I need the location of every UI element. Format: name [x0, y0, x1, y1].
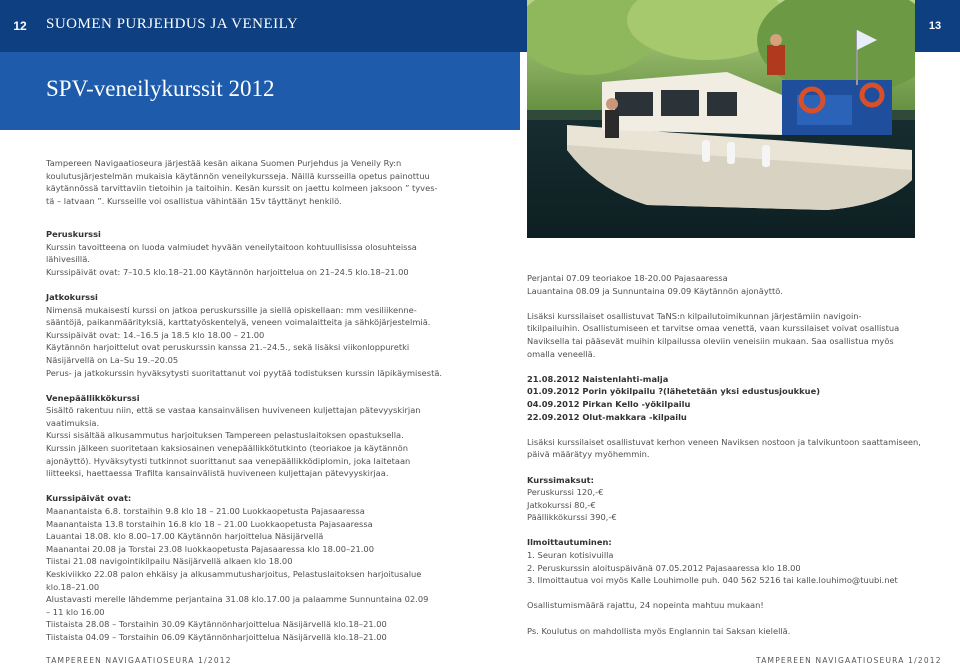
boat-photo	[527, 0, 915, 238]
peruskurssi-line: Kurssipäivät ovat: 7–10.5 klo.18–21.00 Käytännön harjoittelua on 21–24.5 klo.18–21.00	[46, 266, 409, 277]
intro-line: käytännössä tarvittaviin tietoihin ja taitoihin. Kesän kurssit on jaettu kolmeen jaksoon ” tyves-	[46, 183, 438, 194]
fee-line: Jatkokurssi 80,-€	[527, 499, 596, 510]
peruskurssi-line: Kurssin tavoitteena on luoda valmiudet hyvään veneilytaitoon kohtuullisissa olosuhteissa	[46, 241, 417, 252]
kurssipaivat-line: Maanantai 20.08 ja Torstai 23.08 luokkaopetusta Pajasaaressa klo 18.00–21.00	[46, 543, 374, 554]
kurssipaivat-line: – 11 klo 16.00	[46, 606, 105, 617]
left-column	[46, 157, 486, 644]
jatkokurssi-line: Näsijärvellä on La–Su 19.–20.05	[46, 354, 179, 365]
extra-line: omalla veneellä.	[527, 348, 596, 359]
signup-line: 3. Ilmoittautua voi myös Kalle Louhimolle puh. 040 562 5216 tai kalle.louhimo@tuubi.net	[527, 575, 898, 586]
kurssipaivat-line: Keskiviikko 22.08 palon ehkäisy ja alkusammutusharjoitus, Pelastuslaitoksen harjoitusalue	[46, 569, 422, 579]
boat-line: päivä määrätyy myöhemmin.	[527, 449, 650, 460]
page-number-right: 13	[928, 20, 942, 32]
intro-line: tä – latvaan ”. Kursseille voi osallistua vähintään 15v täyttänyt henkilö.	[46, 195, 342, 206]
footer-right: TAMPEREEN NAVIGAATIOSEURA 1/2012	[756, 656, 942, 665]
page-title: SPV-veneilykurssit 2012	[46, 76, 275, 101]
intro-line: Tampereen Navigaatioseura järjestää kesän aikana Suomen Purjehdus ja Veneily Ry:n	[46, 158, 402, 168]
extra-line: Naviksella tai pääsevät muihin kilpailussa oleviin veneisiin mukaan. Saa osallistua myös	[527, 335, 894, 346]
language-line: Ps. Koulutus on mahdollista myös Englannin tai Saksan kielellä.	[527, 625, 791, 636]
kurssipaivat-line: Maanantaista 13.8 torstaihin 16.8 klo 18 – 21.00 Luokkaopetusta Pajasaaressa	[46, 518, 373, 529]
kurssipaivat-line: Tiistaista 04.09 – Torstaihin 06.09 Käytännönharjoittelua Näsijärvellä klo.18–21.00	[46, 631, 387, 642]
kurssipaivat-line: Tiistaista 28.08 – Torstaihin 30.09 Käytännönharjoittelua Näsijärvellä klo.18–21.00	[46, 619, 387, 630]
kurssipaivat-line: Tiistai 21.08 navigointikilpailu Näsijärvellä alkaen klo 18.00	[46, 556, 293, 567]
running-title: SUOMEN PURJEHDUS JA VENEILY	[46, 16, 299, 32]
kurssipaivat-line: klo.18–21.00	[46, 581, 100, 592]
competition-line: 21.08.2012 Naistenlahti-malja	[527, 373, 669, 384]
kurssipaivat-line: Maanantaista 6.8. torstaihin 9.8 klo 18 – 21.00 Luokkaopetusta Pajasaaressa	[46, 506, 365, 517]
jatkokurssi-heading: Jatkokurssi	[46, 291, 98, 302]
competition-line: 04.09.2012 Pirkan Kello -yökilpailu	[527, 398, 691, 409]
page-number-left: 12	[13, 19, 27, 33]
footer-left: TAMPEREEN NAVIGAATIOSEURA 1/2012	[46, 656, 232, 665]
signup-line: 2. Peruskurssin aloituspäivänä 07.05.2012 Pajasaaressa klo 18.00	[527, 562, 801, 573]
venepaallikko-line: ajonäyttö). Hyväksytysti tutkinnot suorittanut saa venepäällikködiplomin, joka laitetaan	[46, 455, 411, 466]
venepaallikko-line: liitteeksi, haettaessa Trafilta kansainvälistä huviveneen kuljettajan pätevyyskirjaa.	[46, 468, 389, 479]
venepaallikko-heading: Venepäällikkökurssi	[46, 392, 140, 403]
date-line: Perjantai 07.09 teoriakoe 18-20.00 Pajasaaressa	[527, 273, 728, 283]
right-column	[527, 272, 927, 637]
competition-line: 22.09.2012 Olut-makkara -kilpailu	[527, 411, 687, 422]
venepaallikko-line: Sisältö rakentuu niin, että se vastaa kansainvälisen huviveneen kuljettajan pätevyyskirjan	[46, 405, 421, 416]
peruskurssi-heading: Peruskurssi	[46, 228, 101, 239]
jatkokurssi-line: sääntöjä, paikanmäärityksiä, karttatyöskentelyä, veneen voimalaitteita ja sähköjärjestelmiä.	[46, 317, 431, 328]
venepaallikko-line: Kurssi sisältää alkusammutus harjoituksen Tampereen pelastuslaitoksen opastuksella.	[46, 430, 404, 441]
signup-line: 1. Seuran kotisivuilla	[527, 550, 614, 561]
venepaallikko-line: Kurssin jälkeen suoritetaan kaksiosainen venepäällikkötutkinto (teoriakoe ja käytännön	[46, 443, 409, 454]
fees-heading: Kurssimaksut:	[527, 474, 594, 485]
limit-line: Osallistumismäärä rajattu, 24 nopeinta mahtuu mukaan!	[527, 600, 764, 611]
kurssipaivat-heading: Kurssipäivät ovat:	[46, 493, 132, 504]
venepaallikko-line: vaatimuksia.	[46, 417, 100, 428]
peruskurssi-line: lähivesillä.	[46, 254, 90, 265]
signup-heading: Ilmoittautuminen:	[527, 537, 612, 548]
jatkokurssi-line: Perus- ja jatkokurssin hyväksytysti suoritattanut voi pyytää todistuksen kurssin läpikäymisestä.	[46, 367, 443, 378]
jatkokurssi-line: Kurssipäivät ovat: 14.–16.5 ja 18.5 klo 18.00 – 21.00	[46, 329, 265, 340]
fee-line: Peruskurssi 120,-€	[527, 487, 604, 498]
date-line: Lauantaina 08.09 ja Sunnuntaina 09.09 Käytännön ajonäyttö.	[527, 285, 783, 296]
kurssipaivat-line: Lauantai 18.08. klo 8.00–17.00 Käytännön harjoittelua Näsijärvellä	[46, 531, 324, 542]
fee-line: Päällikkökurssi 390,-€	[527, 512, 617, 523]
extra-line: tikilpailuihin. Osallistumiseen et tarvitse omaa venettä, vaan kurssilaiset voivat osallistua	[527, 323, 900, 334]
boat-line: Lisäksi kurssilaiset osallistuvat kerhon veneen Naviksen nostoon ja talvikuntoon saattamiseen,	[527, 436, 921, 447]
kurssipaivat-line: Alustavasti merelle lähdemme perjantaina 31.08 klo.17.00 ja palaamme Sunnuntaina 02.09	[46, 594, 429, 605]
competition-line: 01.09.2012 Porin yökilpailu ?(lähetetään yksi edustusjoukkue)	[527, 386, 820, 397]
intro-line: koulutusjärjestelmän mukaisia käytännön veneilykursseja. Näillä kursseilla opetus painottuu	[46, 170, 430, 181]
extra-line: Lisäksi kurssilaiset osallistuvat TaNS:n kilpailutoimikunnan järjestämiin navigoin-	[527, 310, 862, 321]
jatkokurssi-line: Nimensä mukaisesti kurssi on jatkoa peruskurssille ja siellä opiskellaan: mm vesiliikenne-	[46, 304, 417, 315]
jatkokurssi-line: Käytännön harjoittelut ovat peruskurssin kanssa 21.–24.5., sekä lisäksi viikonloppuretki	[46, 342, 410, 353]
